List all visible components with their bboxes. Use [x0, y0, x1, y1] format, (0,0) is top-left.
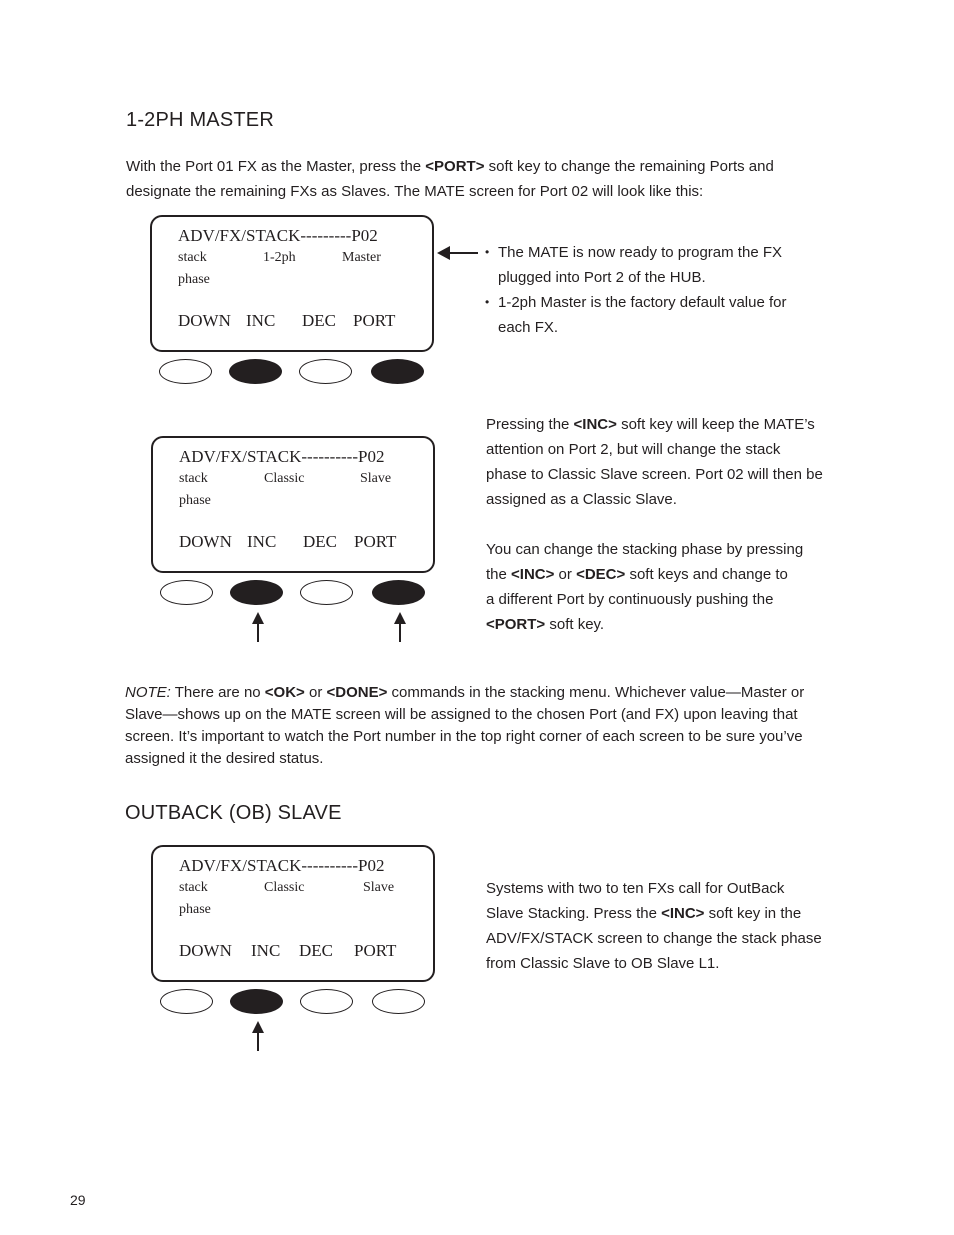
change-phase-explanation: You can change the stacking phase by pressing the <INC> or <DEC> soft keys and change to a different Port by continuously pushing the <PORT> soft key.	[486, 541, 804, 633]
softkey-label-down: DOWN	[179, 532, 232, 551]
softkey-button-down[interactable]	[159, 359, 212, 384]
screen-title: ADV/FX/STACK----------P02	[179, 447, 385, 466]
softkey-button-port[interactable]	[371, 359, 424, 384]
up-arrow-icon	[394, 612, 406, 642]
stack-value: Classic	[264, 880, 305, 895]
inc-explanation: Pressing the <INC> soft key will keep the MATE’s attention on Port 2, but will change the stack phase to Classic Slave screen. Port 02 will then be assigned as a Classic Slave.	[486, 416, 823, 508]
softkey-label-inc: INC	[247, 532, 277, 551]
intro-paragraph	[126, 154, 846, 204]
softkey-label-port: PORT	[354, 941, 397, 960]
softkey-button-inc[interactable]	[230, 989, 283, 1014]
note-label: NOTE:	[125, 684, 171, 701]
softkey-button-dec[interactable]	[300, 989, 353, 1014]
mate-screen-1	[150, 215, 434, 352]
stack-label: stack	[178, 250, 207, 265]
softkey-button-dec[interactable]	[300, 580, 353, 605]
softkey-label-dec: DEC	[303, 532, 337, 551]
up-arrow-icon	[252, 612, 264, 642]
stack-mode: Slave	[360, 471, 392, 486]
screen-title: ADV/FX/STACK---------P02	[178, 226, 378, 245]
softkey-label-down: DOWN	[179, 941, 232, 960]
phase-label: phase	[179, 902, 211, 917]
stack-value: 1-2ph	[263, 250, 296, 265]
softkey-label-inc: INC	[246, 311, 276, 330]
note-paragraph: NOTE: There are no <OK> or <DONE> commands in the stacking menu. Whichever value—Master or Slave—shows up on the MATE screen will be assigned to the chosen Port (and FX) upon leaving that screen. It’s important to watch the Port number in the top right corner of each screen to be sure you’ve assigned it the desired status.	[125, 684, 805, 767]
phase-label: phase	[178, 272, 210, 287]
phase-label: phase	[179, 493, 211, 508]
softkey-label-dec: DEC	[302, 311, 336, 330]
mate-screen-2	[151, 436, 435, 573]
intro-line-2: designate the remaining FXs as Slaves. The MATE screen for Port 02 will look like this:	[126, 183, 704, 200]
softkey-label-down: DOWN	[178, 311, 231, 330]
stack-mode: Slave	[363, 880, 395, 895]
left-arrow-icon	[437, 244, 479, 262]
softkey-label-port: PORT	[354, 532, 397, 551]
softkey-label-port: PORT	[353, 311, 396, 330]
section-heading-ob-slave: OUTBACK (OB) SLAVE	[125, 802, 342, 824]
softkey-label-inc: INC	[251, 941, 281, 960]
bullet-item: • 1-2ph Master is the factory default value for each FX.	[485, 290, 825, 340]
bullet-item: • The MATE is now ready to program the FX plugged into Port 2 of the HUB.	[485, 240, 825, 290]
softkey-button-dec[interactable]	[299, 359, 352, 384]
softkey-label-dec: DEC	[299, 941, 333, 960]
stack-label: stack	[179, 880, 208, 895]
stack-mode: Master	[342, 250, 381, 265]
section-heading-1-2ph-master: 1-2PH MASTER	[126, 109, 274, 131]
ob-slave-explanation: Systems with two to ten FXs call for OutBack Slave Stacking. Press the <INC> soft key in the ADV/FX/STACK screen to change the stack phase from Classic Slave to OB Slave L1.	[486, 880, 822, 972]
softkey-button-port[interactable]	[372, 580, 425, 605]
up-arrow-icon	[252, 1021, 264, 1051]
page-number: 29	[70, 1192, 86, 1208]
mate-ready-bullets	[485, 240, 825, 340]
softkey-button-down[interactable]	[160, 580, 213, 605]
stack-label: stack	[179, 471, 208, 486]
softkey-button-inc[interactable]	[229, 359, 282, 384]
intro-line-1: With the Port 01 FX as the Master, press the <PORT> soft key to change the remaining Ports and	[126, 158, 774, 175]
stack-value: Classic	[264, 471, 305, 486]
screen-title: ADV/FX/STACK----------P02	[179, 856, 385, 875]
softkey-button-port[interactable]	[372, 989, 425, 1014]
softkey-button-down[interactable]	[160, 989, 213, 1014]
mate-screen-3	[151, 845, 435, 982]
softkey-button-inc[interactable]	[230, 580, 283, 605]
port-key-ref: <PORT>	[425, 158, 485, 175]
